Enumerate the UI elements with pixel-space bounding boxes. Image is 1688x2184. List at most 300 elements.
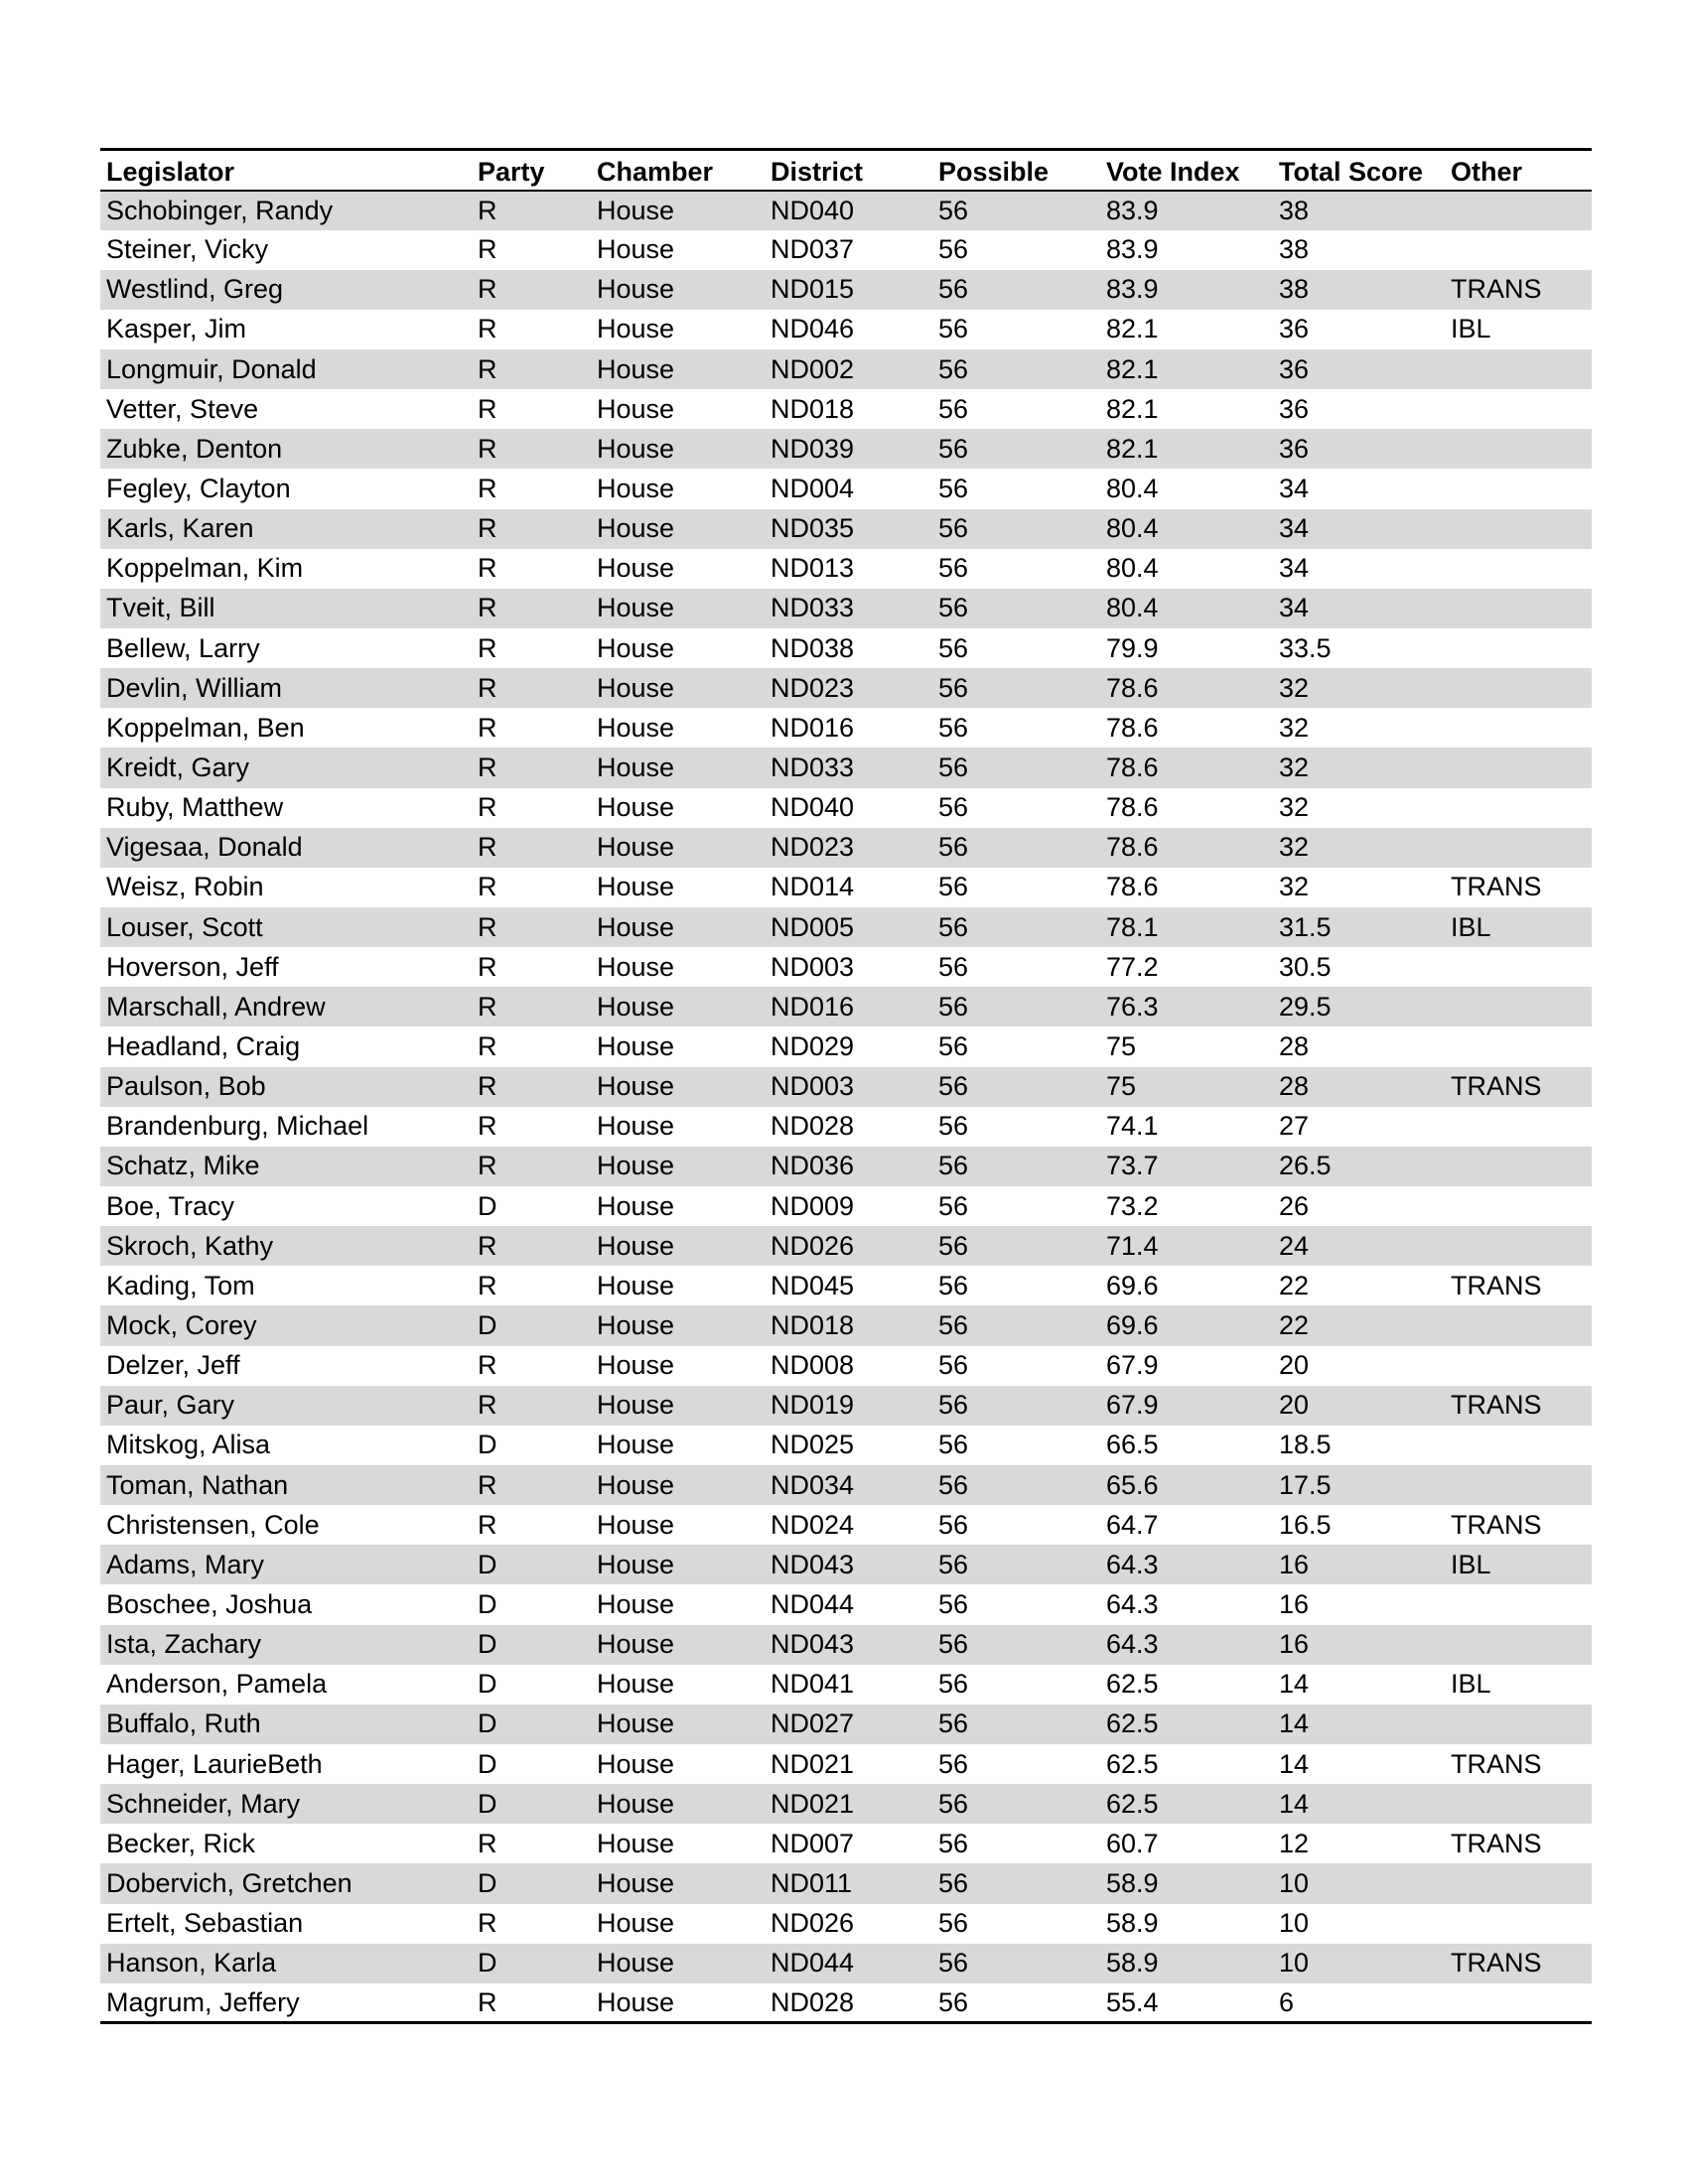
- cell-total-score: 36: [1279, 314, 1310, 344]
- cell-vote-index: 82.1: [1106, 353, 1159, 384]
- cell-chamber: House: [597, 393, 675, 424]
- cell-total-score: 22: [1279, 1310, 1310, 1340]
- cell-legislator: Kreidt, Gary: [106, 752, 250, 783]
- legislator-score-sheet: [100, 148, 1592, 2024]
- cell-other: [1445, 1026, 1592, 1066]
- cell-chamber: House: [597, 792, 675, 823]
- table-row: [100, 1625, 1592, 1665]
- column-header-chamber: Chamber: [597, 156, 714, 187]
- cell-vote-index: 78.1: [1106, 911, 1159, 942]
- cell-vote-index: 64.3: [1106, 1549, 1159, 1579]
- cell-vote-index: 75: [1106, 1031, 1137, 1062]
- cell-chamber: House: [597, 1111, 675, 1142]
- cell-district: ND038: [771, 632, 855, 663]
- cell-chamber: House: [597, 752, 675, 783]
- cell-party: R: [478, 951, 497, 982]
- cell-legislator: Weisz, Robin: [106, 872, 264, 902]
- table-row: [100, 1944, 1592, 1983]
- table-row: [100, 1067, 1592, 1107]
- header-row: [100, 150, 1592, 191]
- cell-legislator: Toman, Nathan: [106, 1469, 289, 1500]
- table-row: [100, 1705, 1592, 1744]
- cell-other: TRANS: [1451, 1828, 1542, 1858]
- cell-party: R: [478, 1509, 497, 1540]
- cell-legislator: Hanson, Karla: [106, 1948, 277, 1979]
- cell-district: ND023: [771, 832, 855, 863]
- cell-possible: 56: [938, 274, 969, 305]
- cell-party: R: [478, 911, 497, 942]
- cell-chamber: House: [597, 672, 675, 703]
- cell-party: D: [478, 1669, 497, 1700]
- cell-total-score: 36: [1279, 353, 1310, 384]
- cell-vote-index: 80.4: [1106, 513, 1159, 544]
- column-header-party: Party: [478, 156, 545, 187]
- cell-party: R: [478, 1908, 497, 1939]
- cell-district: ND019: [771, 1390, 855, 1421]
- column-header-possible: Possible: [938, 156, 1050, 187]
- cell-legislator: Schatz, Mike: [106, 1151, 260, 1181]
- cell-district: ND034: [771, 1469, 855, 1500]
- cell-vote-index: 82.1: [1106, 314, 1159, 344]
- cell-district: ND041: [771, 1669, 855, 1700]
- cell-total-score: 36: [1279, 393, 1310, 424]
- table-row: [100, 987, 1592, 1026]
- table-row: [100, 191, 1592, 230]
- cell-other: TRANS: [1451, 274, 1542, 305]
- cell-party: R: [478, 474, 497, 504]
- cell-total-score: 38: [1279, 234, 1310, 265]
- cell-legislator: Schneider, Mary: [106, 1788, 301, 1819]
- cell-other: [1445, 1186, 1592, 1226]
- cell-total-score: 29.5: [1279, 991, 1332, 1022]
- cell-other: [1445, 1584, 1592, 1624]
- cell-other: [1445, 1904, 1592, 1944]
- table-row: [100, 230, 1592, 270]
- table-row: [100, 1784, 1592, 1824]
- cell-other: [1445, 1625, 1592, 1665]
- cell-other: [1445, 668, 1592, 708]
- cell-district: ND021: [771, 1748, 855, 1779]
- cell-other: TRANS: [1451, 1509, 1542, 1540]
- table-row: [100, 748, 1592, 787]
- cell-chamber: House: [597, 911, 675, 942]
- cell-district: ND024: [771, 1509, 855, 1540]
- cell-district: ND040: [771, 792, 855, 823]
- cell-total-score: 16.5: [1279, 1509, 1332, 1540]
- cell-chamber: House: [597, 1230, 675, 1261]
- table-row: [100, 828, 1592, 868]
- cell-party: R: [478, 1828, 497, 1858]
- cell-total-score: 33.5: [1279, 632, 1332, 663]
- cell-total-score: 20: [1279, 1390, 1310, 1421]
- cell-possible: 56: [938, 1549, 969, 1579]
- cell-party: D: [478, 1867, 497, 1898]
- cell-possible: 56: [938, 1469, 969, 1500]
- cell-party: R: [478, 1031, 497, 1062]
- cell-district: ND026: [771, 1230, 855, 1261]
- table-row: [100, 310, 1592, 349]
- cell-possible: 56: [938, 1430, 969, 1460]
- cell-possible: 56: [938, 1310, 969, 1340]
- cell-possible: 56: [938, 1986, 969, 2017]
- table-row: [100, 668, 1592, 708]
- cell-chamber: House: [597, 1867, 675, 1898]
- cell-district: ND016: [771, 991, 855, 1022]
- table-row: [100, 628, 1592, 668]
- cell-legislator: Dobervich, Gretchen: [106, 1867, 352, 1898]
- cell-possible: 56: [938, 1390, 969, 1421]
- cell-vote-index: 67.9: [1106, 1350, 1159, 1381]
- cell-possible: 56: [938, 1151, 969, 1181]
- cell-district: ND044: [771, 1948, 855, 1979]
- cell-possible: 56: [938, 393, 969, 424]
- cell-party: R: [478, 433, 497, 464]
- cell-vote-index: 69.6: [1106, 1270, 1159, 1300]
- cell-other: [1445, 191, 1592, 230]
- cell-legislator: Ruby, Matthew: [106, 792, 284, 823]
- cell-vote-index: 78.6: [1106, 672, 1159, 703]
- cell-legislator: Brandenburg, Michael: [106, 1111, 369, 1142]
- cell-possible: 56: [938, 195, 969, 225]
- cell-total-score: 10: [1279, 1867, 1310, 1898]
- cell-total-score: 34: [1279, 474, 1310, 504]
- cell-party: R: [478, 632, 497, 663]
- cell-district: ND009: [771, 1190, 855, 1221]
- cell-other: IBL: [1451, 911, 1491, 942]
- table-row: [100, 1386, 1592, 1426]
- cell-party: D: [478, 1310, 497, 1340]
- cell-district: ND021: [771, 1788, 855, 1819]
- table-row: [100, 1983, 1592, 2023]
- table-row: [100, 1147, 1592, 1186]
- cell-total-score: 10: [1279, 1948, 1310, 1979]
- cell-party: D: [478, 1748, 497, 1779]
- column-header-vote-index: Vote Index: [1106, 156, 1240, 187]
- cell-other: [1445, 549, 1592, 589]
- cell-other: [1445, 1784, 1592, 1824]
- cell-total-score: 24: [1279, 1230, 1310, 1261]
- cell-vote-index: 58.9: [1106, 1908, 1159, 1939]
- cell-possible: 56: [938, 951, 969, 982]
- cell-party: D: [478, 1788, 497, 1819]
- cell-vote-index: 73.7: [1106, 1151, 1159, 1181]
- cell-total-score: 6: [1279, 1986, 1295, 2017]
- cell-legislator: Ertelt, Sebastian: [106, 1908, 304, 1939]
- cell-total-score: 27: [1279, 1111, 1310, 1142]
- cell-party: D: [478, 1948, 497, 1979]
- cell-district: ND005: [771, 911, 855, 942]
- cell-legislator: Fegley, Clayton: [106, 474, 291, 504]
- cell-vote-index: 78.6: [1106, 712, 1159, 743]
- cell-other: [1445, 788, 1592, 828]
- cell-chamber: House: [597, 353, 675, 384]
- cell-district: ND029: [771, 1031, 855, 1062]
- cell-vote-index: 62.5: [1106, 1788, 1159, 1819]
- cell-vote-index: 78.6: [1106, 832, 1159, 863]
- cell-party: D: [478, 1708, 497, 1739]
- cell-party: D: [478, 1588, 497, 1619]
- cell-legislator: Koppelman, Ben: [106, 712, 305, 743]
- cell-vote-index: 62.5: [1106, 1748, 1159, 1779]
- cell-possible: 56: [938, 872, 969, 902]
- cell-chamber: House: [597, 1031, 675, 1062]
- cell-chamber: House: [597, 1588, 675, 1619]
- cell-district: ND016: [771, 712, 855, 743]
- cell-chamber: House: [597, 951, 675, 982]
- cell-chamber: House: [597, 832, 675, 863]
- cell-vote-index: 78.6: [1106, 792, 1159, 823]
- cell-possible: 56: [938, 1828, 969, 1858]
- cell-total-score: 32: [1279, 872, 1310, 902]
- cell-party: R: [478, 1071, 497, 1102]
- cell-legislator: Magrum, Jeffery: [106, 1986, 300, 2017]
- cell-other: [1445, 1705, 1592, 1744]
- cell-vote-index: 74.1: [1106, 1111, 1159, 1142]
- table-row: [100, 1026, 1592, 1066]
- cell-chamber: House: [597, 1669, 675, 1700]
- cell-other: [1445, 1465, 1592, 1505]
- cell-chamber: House: [597, 274, 675, 305]
- cell-total-score: 34: [1279, 513, 1310, 544]
- cell-possible: 56: [938, 632, 969, 663]
- cell-possible: 56: [938, 1071, 969, 1102]
- cell-other: IBL: [1451, 1549, 1491, 1579]
- cell-legislator: Steiner, Vicky: [106, 234, 269, 265]
- cell-legislator: Longmuir, Donald: [106, 353, 317, 384]
- cell-legislator: Boe, Tracy: [106, 1190, 235, 1221]
- cell-district: ND035: [771, 513, 855, 544]
- cell-district: ND023: [771, 672, 855, 703]
- cell-district: ND008: [771, 1350, 855, 1381]
- cell-possible: 56: [938, 1270, 969, 1300]
- cell-chamber: House: [597, 1509, 675, 1540]
- cell-other: TRANS: [1451, 1390, 1542, 1421]
- table-row: [100, 1465, 1592, 1505]
- cell-chamber: House: [597, 195, 675, 225]
- cell-legislator: Paulson, Bob: [106, 1071, 266, 1102]
- cell-vote-index: 66.5: [1106, 1430, 1159, 1460]
- cell-district: ND003: [771, 951, 855, 982]
- table-row: [100, 1226, 1592, 1266]
- cell-party: R: [478, 752, 497, 783]
- cell-vote-index: 65.6: [1106, 1469, 1159, 1500]
- cell-district: ND018: [771, 1310, 855, 1340]
- cell-legislator: Christensen, Cole: [106, 1509, 320, 1540]
- cell-total-score: 34: [1279, 593, 1310, 623]
- cell-vote-index: 62.5: [1106, 1669, 1159, 1700]
- cell-party: R: [478, 1151, 497, 1181]
- cell-district: ND044: [771, 1588, 855, 1619]
- cell-vote-index: 69.6: [1106, 1310, 1159, 1340]
- cell-chamber: House: [597, 1469, 675, 1500]
- cell-district: ND004: [771, 474, 855, 504]
- cell-party: R: [478, 1111, 497, 1142]
- cell-district: ND015: [771, 274, 855, 305]
- cell-possible: 56: [938, 1948, 969, 1979]
- table-row: [100, 549, 1592, 589]
- table-row: [100, 1426, 1592, 1465]
- cell-legislator: Hoverson, Jeff: [106, 951, 279, 982]
- cell-total-score: 26: [1279, 1190, 1310, 1221]
- cell-vote-index: 77.2: [1106, 951, 1159, 982]
- cell-vote-index: 80.4: [1106, 593, 1159, 623]
- table-header: [100, 150, 1592, 191]
- cell-party: R: [478, 832, 497, 863]
- cell-legislator: Louser, Scott: [106, 911, 263, 942]
- cell-total-score: 16: [1279, 1629, 1310, 1660]
- cell-other: [1445, 1863, 1592, 1903]
- cell-legislator: Mock, Corey: [106, 1310, 257, 1340]
- cell-chamber: House: [597, 1748, 675, 1779]
- cell-other: [1445, 987, 1592, 1026]
- cell-party: R: [478, 1350, 497, 1381]
- cell-other: TRANS: [1451, 1748, 1542, 1779]
- cell-other: IBL: [1451, 1669, 1491, 1700]
- cell-total-score: 17.5: [1279, 1469, 1332, 1500]
- cell-possible: 56: [938, 792, 969, 823]
- cell-chamber: House: [597, 1350, 675, 1381]
- cell-party: R: [478, 1469, 497, 1500]
- cell-legislator: Mitskog, Alisa: [106, 1430, 271, 1460]
- table-row: [100, 1744, 1592, 1784]
- cell-chamber: House: [597, 1629, 675, 1660]
- cell-legislator: Schobinger, Randy: [106, 195, 334, 225]
- cell-other: [1445, 1305, 1592, 1345]
- cell-chamber: House: [597, 1788, 675, 1819]
- cell-vote-index: 76.3: [1106, 991, 1159, 1022]
- cell-vote-index: 64.3: [1106, 1629, 1159, 1660]
- cell-possible: 56: [938, 672, 969, 703]
- cell-legislator: Tveit, Bill: [106, 593, 215, 623]
- cell-other: [1445, 509, 1592, 549]
- cell-party: R: [478, 712, 497, 743]
- cell-chamber: House: [597, 1828, 675, 1858]
- cell-other: TRANS: [1451, 1948, 1542, 1979]
- cell-total-score: 31.5: [1279, 911, 1332, 942]
- cell-legislator: Westlind, Greg: [106, 274, 284, 305]
- table-row: [100, 270, 1592, 310]
- cell-other: TRANS: [1451, 1071, 1542, 1102]
- table-row: [100, 469, 1592, 508]
- cell-possible: 56: [938, 513, 969, 544]
- cell-other: [1445, 349, 1592, 389]
- cell-district: ND037: [771, 234, 855, 265]
- cell-vote-index: 78.6: [1106, 872, 1159, 902]
- cell-total-score: 36: [1279, 433, 1310, 464]
- cell-total-score: 32: [1279, 712, 1310, 743]
- table-row: [100, 429, 1592, 469]
- cell-vote-index: 83.9: [1106, 274, 1159, 305]
- table-row: [100, 1505, 1592, 1545]
- cell-vote-index: 83.9: [1106, 195, 1159, 225]
- cell-other: [1445, 1226, 1592, 1266]
- cell-other: [1445, 469, 1592, 508]
- cell-possible: 56: [938, 553, 969, 584]
- table-row: [100, 1904, 1592, 1944]
- cell-other: [1445, 1346, 1592, 1386]
- cell-party: R: [478, 553, 497, 584]
- cell-total-score: 32: [1279, 792, 1310, 823]
- cell-chamber: House: [597, 1986, 675, 2017]
- cell-party: R: [478, 393, 497, 424]
- cell-party: R: [478, 593, 497, 623]
- cell-chamber: House: [597, 234, 675, 265]
- cell-party: R: [478, 513, 497, 544]
- cell-possible: 56: [938, 1908, 969, 1939]
- cell-possible: 56: [938, 832, 969, 863]
- cell-possible: 56: [938, 1350, 969, 1381]
- cell-district: ND043: [771, 1549, 855, 1579]
- cell-legislator: Zubke, Denton: [106, 433, 283, 464]
- table-row: [100, 1346, 1592, 1386]
- cell-vote-index: 64.7: [1106, 1509, 1159, 1540]
- table-row: [100, 389, 1592, 429]
- cell-chamber: House: [597, 632, 675, 663]
- cell-chamber: House: [597, 1908, 675, 1939]
- table-row: [100, 1107, 1592, 1147]
- table-row: [100, 947, 1592, 987]
- cell-vote-index: 58.9: [1106, 1867, 1159, 1898]
- cell-district: ND036: [771, 1151, 855, 1181]
- cell-other: [1445, 230, 1592, 270]
- cell-possible: 56: [938, 1867, 969, 1898]
- cell-possible: 56: [938, 1588, 969, 1619]
- cell-total-score: 12: [1279, 1828, 1310, 1858]
- cell-chamber: House: [597, 1549, 675, 1579]
- cell-possible: 56: [938, 1669, 969, 1700]
- cell-chamber: House: [597, 1270, 675, 1300]
- column-header-district: District: [771, 156, 864, 187]
- cell-possible: 56: [938, 991, 969, 1022]
- cell-chamber: House: [597, 1948, 675, 1979]
- table-row: [100, 1665, 1592, 1705]
- cell-district: ND014: [771, 872, 855, 902]
- cell-legislator: Becker, Rick: [106, 1828, 256, 1858]
- cell-party: R: [478, 353, 497, 384]
- cell-party: R: [478, 872, 497, 902]
- cell-other: [1445, 748, 1592, 787]
- cell-possible: 56: [938, 474, 969, 504]
- cell-possible: 56: [938, 1708, 969, 1739]
- cell-total-score: 14: [1279, 1748, 1310, 1779]
- table-row: [100, 589, 1592, 628]
- cell-other: [1445, 828, 1592, 868]
- cell-chamber: House: [597, 712, 675, 743]
- cell-possible: 56: [938, 593, 969, 623]
- cell-vote-index: 67.9: [1106, 1390, 1159, 1421]
- cell-legislator: Paur, Gary: [106, 1390, 235, 1421]
- cell-party: R: [478, 1270, 497, 1300]
- cell-legislator: Karls, Karen: [106, 513, 254, 544]
- cell-possible: 56: [938, 1190, 969, 1221]
- cell-legislator: Vigesaa, Donald: [106, 832, 303, 863]
- cell-possible: 56: [938, 1230, 969, 1261]
- cell-chamber: House: [597, 872, 675, 902]
- cell-party: R: [478, 314, 497, 344]
- cell-possible: 56: [938, 1788, 969, 1819]
- cell-vote-index: 80.4: [1106, 474, 1159, 504]
- cell-possible: 56: [938, 1111, 969, 1142]
- cell-legislator: Buffalo, Ruth: [106, 1708, 261, 1739]
- cell-chamber: House: [597, 991, 675, 1022]
- cell-district: ND007: [771, 1828, 855, 1858]
- table-row: [100, 1584, 1592, 1624]
- cell-other: TRANS: [1451, 1270, 1542, 1300]
- cell-party: D: [478, 1629, 497, 1660]
- cell-total-score: 28: [1279, 1031, 1310, 1062]
- cell-district: ND046: [771, 314, 855, 344]
- cell-vote-index: 73.2: [1106, 1190, 1159, 1221]
